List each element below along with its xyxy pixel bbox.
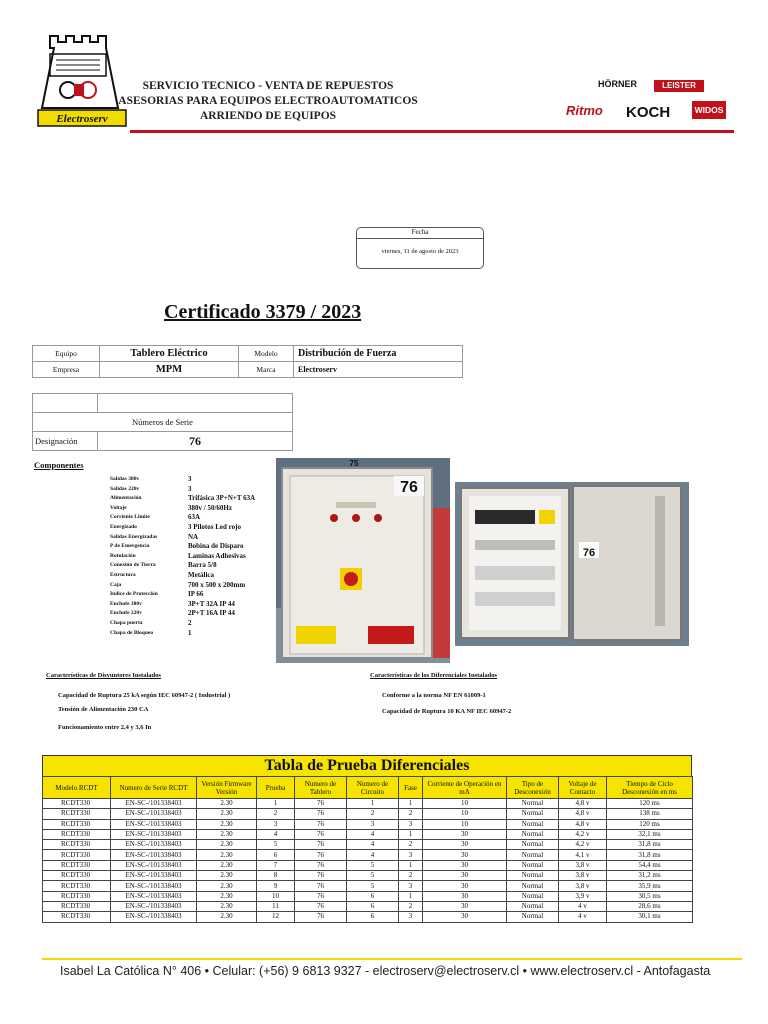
table-cell: 4,8 v <box>559 799 607 809</box>
table-cell: 76 <box>295 901 347 911</box>
component-label: Rotulación <box>110 552 136 559</box>
table-cell: 1 <box>399 891 423 901</box>
component-row <box>110 590 288 600</box>
table-cell: EN-SC-/101338403 <box>111 871 197 881</box>
component-value: Metálica <box>188 570 215 579</box>
component-label: Energizado <box>110 523 137 530</box>
table-cell: 35,9 ms <box>607 881 693 891</box>
disyuntores-line-1: Capacidad de Ruptura 25 kA según IEC 60947-2 ( Industrial ) <box>58 692 231 699</box>
table-cell: EN-SC-/101338403 <box>111 891 197 901</box>
brand-koch: KOCH <box>626 104 671 121</box>
table-cell: 4,1 v <box>559 850 607 860</box>
table-cell: 4 v <box>559 912 607 922</box>
table-cell: 76 <box>295 850 347 860</box>
table-cell: 3 <box>399 819 423 829</box>
designacion-label: Designación <box>33 432 98 451</box>
photo-label-76: 76 <box>400 479 418 496</box>
table-cell: Normal <box>507 799 559 809</box>
table-cell: 8 <box>257 871 295 881</box>
column-header: Tipo de Desconexión <box>507 777 559 799</box>
serial-header: Números de Serie <box>33 413 293 432</box>
component-label: Caja <box>110 581 122 588</box>
table-cell: 2.30 <box>197 901 257 911</box>
test-table-title: Tabla de Prueba Diferenciales <box>42 755 692 776</box>
brand-widos: WIDOS <box>692 101 726 119</box>
table-cell: 5 <box>257 840 295 850</box>
table-cell: RCDT330 <box>43 912 111 922</box>
component-row <box>110 571 288 581</box>
logo-text: Electroserv <box>56 113 108 125</box>
equipo-value: Tablero Eléctrico <box>100 346 239 362</box>
footer-contact: Isabel La Católica N° 406 • Celular: (+56) 9 6813 9327 - electroserv@electroserv.cl • www.electroserv.cl - Antofagasta <box>60 964 711 978</box>
modelo-value: Distribución de Fuerza <box>294 346 463 362</box>
table-cell: EN-SC-/101338403 <box>111 912 197 922</box>
table-row <box>43 901 693 911</box>
disyuntores-line-2: Tensión de Alimentación 230 CA <box>58 706 149 713</box>
table-row <box>43 881 693 891</box>
component-value: Bobina de Disparo <box>188 542 244 551</box>
table-cell: 4,8 v <box>559 819 607 829</box>
table-row <box>43 891 693 901</box>
header-line-3: ARRIENDO DE EQUIPOS <box>199 110 337 122</box>
table-cell: 5 <box>347 871 399 881</box>
table-cell: 10 <box>423 809 507 819</box>
table-row <box>43 819 693 829</box>
table-cell: 76 <box>295 840 347 850</box>
component-label: Alimentación <box>110 495 142 502</box>
table-cell: 76 <box>295 819 347 829</box>
date-box <box>356 227 484 269</box>
table-cell: 12 <box>257 912 295 922</box>
component-value: IP 66 <box>188 590 204 599</box>
table-cell: 2.30 <box>197 840 257 850</box>
table-cell: 76 <box>295 891 347 901</box>
column-header: Modelo RCDT <box>43 777 111 799</box>
table-cell: 32,1 ms <box>607 829 693 839</box>
component-row <box>110 523 288 533</box>
table-row <box>43 809 693 819</box>
table-cell: 6 <box>347 901 399 911</box>
table-cell: RCDT330 <box>43 819 111 829</box>
table-cell: EN-SC-/101338403 <box>111 850 197 860</box>
component-value: 3 <box>188 475 192 483</box>
component-value: Laminas Adhesivas <box>188 551 246 560</box>
diferenciales-line-2: Capacidad de Ruptura 10 KA NF IEC 60947-2 <box>382 708 512 715</box>
component-row <box>110 542 288 552</box>
component-label: Enchufe 220v <box>110 610 142 617</box>
table-cell: 3 <box>399 850 423 860</box>
table-cell: 10 <box>257 891 295 901</box>
test-table <box>42 776 693 923</box>
table-cell: 3,8 v <box>559 871 607 881</box>
component-value: 380v / 50/60Hz <box>188 503 232 512</box>
table-cell: 7 <box>257 860 295 870</box>
column-header: Voltaje de Contacto <box>559 777 607 799</box>
table-cell: 30,5 ms <box>607 891 693 901</box>
table-cell: RCDT330 <box>43 891 111 901</box>
table-cell: 5 <box>347 860 399 870</box>
panel-front-photo <box>276 458 450 663</box>
table-cell: 2.30 <box>197 860 257 870</box>
table-cell: 2 <box>347 809 399 819</box>
table-cell: 3 <box>399 881 423 891</box>
column-header: Fase <box>399 777 423 799</box>
table-cell: 30 <box>423 860 507 870</box>
component-value: 2 <box>188 618 192 627</box>
table-cell: EN-SC-/101338403 <box>111 860 197 870</box>
table-cell: 2.30 <box>197 891 257 901</box>
component-value: NA <box>188 532 199 541</box>
table-cell: Normal <box>507 809 559 819</box>
table-cell: 2.30 <box>197 871 257 881</box>
table-cell: 76 <box>295 912 347 922</box>
table-cell: Normal <box>507 819 559 829</box>
table-cell: EN-SC-/101338403 <box>111 809 197 819</box>
table-cell: 2 <box>399 871 423 881</box>
component-row <box>110 533 288 543</box>
table-cell: 30 <box>423 850 507 860</box>
table-cell: 2.30 <box>197 912 257 922</box>
brand-ritmo: Ritmo <box>566 103 603 118</box>
component-row <box>110 609 288 619</box>
table-cell: EN-SC-/101338403 <box>111 829 197 839</box>
column-header: Versión Firmware Versión <box>197 777 257 799</box>
table-cell: 31,2 ms <box>607 871 693 881</box>
table-cell: 31,8 ms <box>607 850 693 860</box>
footer-divider <box>42 958 742 960</box>
header-divider <box>130 130 734 133</box>
table-cell: 3,8 v <box>559 881 607 891</box>
component-value: Barra 5/8 <box>188 561 217 570</box>
table-cell: 76 <box>295 829 347 839</box>
table-row <box>43 850 693 860</box>
table-cell: 3,8 v <box>559 860 607 870</box>
component-value: Trifásica 3P+N+T 63A <box>188 494 256 503</box>
component-label: P de Emergencia <box>110 543 150 550</box>
component-value: 3P+T 32A IP 44 <box>188 599 235 608</box>
component-row <box>110 513 288 523</box>
table-cell: EN-SC-/101338403 <box>111 901 197 911</box>
table-row <box>43 840 693 850</box>
table-cell: Normal <box>507 829 559 839</box>
table-cell: EN-SC-/101338403 <box>111 881 197 891</box>
column-header: Tiempo de Ciclo Desconexión en ms <box>607 777 693 799</box>
table-cell: 1 <box>399 829 423 839</box>
table-cell: RCDT330 <box>43 809 111 819</box>
table-cell: 30 <box>423 881 507 891</box>
table-cell: Normal <box>507 850 559 860</box>
table-cell: 30 <box>423 871 507 881</box>
table-cell: 3 <box>257 819 295 829</box>
table-cell: 10 <box>423 819 507 829</box>
table-cell: 3 <box>347 819 399 829</box>
component-row <box>110 561 288 571</box>
component-label: Voltaje <box>110 504 127 511</box>
table-cell: 30,1 ms <box>607 912 693 922</box>
table-cell: 1 <box>399 860 423 870</box>
table-cell: RCDT330 <box>43 799 111 809</box>
component-value: 63A <box>188 513 201 522</box>
table-cell: 120 ms <box>607 799 693 809</box>
photo-label-75: 75 <box>349 459 359 468</box>
table-cell: 2 <box>399 809 423 819</box>
header-line-2: ASESORIAS PARA EQUIPOS ELECTROAUTOMATICOS <box>118 95 418 107</box>
component-value: 3 Pilotos Led rojo <box>188 522 241 531</box>
table-cell: 1 <box>399 799 423 809</box>
table-cell: 120 ms <box>607 819 693 829</box>
table-cell: 76 <box>295 881 347 891</box>
component-value: 2P+T 16A IP 44 <box>188 609 235 618</box>
table-row <box>43 799 693 809</box>
brand-horner: HÖRNER <box>598 79 638 89</box>
table-cell: 5 <box>347 881 399 891</box>
component-label: Enchufe 380v <box>110 600 142 607</box>
table-cell: 3,9 v <box>559 891 607 901</box>
table-cell: 4 <box>347 840 399 850</box>
test-table-section <box>42 755 692 923</box>
component-row <box>110 552 288 562</box>
table-cell: RCDT330 <box>43 850 111 860</box>
table-cell: 76 <box>295 860 347 870</box>
table-cell: 4 v <box>559 901 607 911</box>
table-cell: 30 <box>423 901 507 911</box>
component-row <box>110 504 288 514</box>
table-cell: EN-SC-/101338403 <box>111 799 197 809</box>
table-cell: Normal <box>507 901 559 911</box>
date-value: viernes, 11 de agosto de 2023 <box>381 248 459 255</box>
table-cell: RCDT330 <box>43 829 111 839</box>
table-cell: 28,6 ms <box>607 901 693 911</box>
table-cell: RCDT330 <box>43 881 111 891</box>
table-cell: 2 <box>399 901 423 911</box>
table-cell: 76 <box>295 799 347 809</box>
test-table-header <box>43 777 693 799</box>
table-cell: 9 <box>257 881 295 891</box>
component-row <box>110 619 288 629</box>
table-cell: Normal <box>507 891 559 901</box>
table-cell: RCDT330 <box>43 840 111 850</box>
table-cell: Normal <box>507 871 559 881</box>
table-cell: 30 <box>423 829 507 839</box>
table-cell: 6 <box>347 891 399 901</box>
component-row <box>110 485 288 495</box>
component-row <box>110 600 288 610</box>
marca-label: Marca <box>239 362 294 378</box>
table-cell: 76 <box>295 809 347 819</box>
table-cell: 1 <box>347 799 399 809</box>
component-label: Chapa de Bloqueo <box>110 629 154 636</box>
table-cell: 4,2 v <box>559 829 607 839</box>
table-cell: EN-SC-/101338403 <box>111 840 197 850</box>
table-cell: 138 ms <box>607 809 693 819</box>
components-list <box>110 475 288 638</box>
component-label: Salidas 380v <box>110 476 140 482</box>
table-cell: 6 <box>347 912 399 922</box>
empresa-value: MPM <box>100 362 239 378</box>
table-cell: 2 <box>257 809 295 819</box>
table-row <box>43 860 693 870</box>
component-label: Indice de Protección <box>110 591 158 598</box>
component-label: Estructura <box>110 571 136 578</box>
table-cell: 1 <box>257 799 295 809</box>
table-cell: Normal <box>507 860 559 870</box>
component-value: 3 <box>188 484 192 493</box>
table-cell: 10 <box>423 799 507 809</box>
diferenciales-line-1: Conforme a la norma NF EN 61009-1 <box>382 692 486 699</box>
table-cell: 30 <box>423 912 507 922</box>
component-row <box>110 581 288 591</box>
column-header: Numero de Circuito <box>347 777 399 799</box>
marca-value: Electroserv <box>294 362 463 378</box>
table-cell: Normal <box>507 840 559 850</box>
component-label: Corriente Limite <box>110 514 150 521</box>
table-cell: 54,4 ms <box>607 860 693 870</box>
column-header: Numero de Tablero <box>295 777 347 799</box>
components-title: Componentes <box>34 460 84 470</box>
serial-table <box>32 393 293 451</box>
table-cell: 2.30 <box>197 809 257 819</box>
photo2-label-76: 76 <box>582 547 596 559</box>
table-cell: 4,8 v <box>559 809 607 819</box>
table-cell: 30 <box>423 891 507 901</box>
table-cell: 2.30 <box>197 799 257 809</box>
table-cell: 4 <box>347 829 399 839</box>
disyuntores-line-3: Funcionamiento entre 2,4 y 3,6 In <box>58 724 152 731</box>
table-cell: 4 <box>347 850 399 860</box>
brand-leister: LEISTER <box>654 80 704 92</box>
table-row <box>43 871 693 881</box>
table-cell: 4,2 v <box>559 840 607 850</box>
date-label: Fecha <box>357 227 483 239</box>
equipo-label: Equipo <box>33 346 100 362</box>
designacion-value: 76 <box>98 432 293 451</box>
component-value: 1 <box>188 628 192 637</box>
table-cell: RCDT330 <box>43 860 111 870</box>
table-cell: 2 <box>399 840 423 850</box>
component-label: Salidas Energizadas <box>110 533 158 540</box>
column-header: Numero de Serie RCDT <box>111 777 197 799</box>
equipment-table <box>32 345 463 378</box>
component-row <box>110 494 288 504</box>
column-header: Corriente de Operación en mA <box>423 777 507 799</box>
component-row <box>110 475 288 485</box>
brand-logos <box>560 77 724 127</box>
table-cell: 6 <box>257 850 295 860</box>
disyuntores-title: Características de Disyuntores Instalados <box>46 672 161 679</box>
table-cell: EN-SC-/101338403 <box>111 819 197 829</box>
modelo-label: Modelo <box>239 346 294 362</box>
component-row <box>110 629 288 639</box>
panel-open-photo <box>455 482 689 646</box>
table-row <box>43 829 693 839</box>
table-cell: 2.30 <box>197 881 257 891</box>
table-cell: RCDT330 <box>43 901 111 911</box>
table-cell: 3 <box>399 912 423 922</box>
empresa-label: Empresa <box>33 362 100 378</box>
table-cell: 4 <box>257 829 295 839</box>
component-label: Salidas 220v <box>110 485 140 492</box>
diferenciales-title: Características de los Diferenciales Instalados <box>370 672 497 679</box>
table-cell: 2.30 <box>197 819 257 829</box>
table-cell: RCDT330 <box>43 871 111 881</box>
table-cell: Normal <box>507 912 559 922</box>
component-value: 700 x 500 x 200mm <box>188 580 246 589</box>
table-cell: 2.30 <box>197 829 257 839</box>
table-cell: Normal <box>507 881 559 891</box>
column-header: Prueba <box>257 777 295 799</box>
certificate-title: Certificado 3379 / 2023 <box>164 301 362 323</box>
component-label: Conexión de Tierra <box>110 562 156 569</box>
table-cell: 31,8 ms <box>607 840 693 850</box>
table-cell: 30 <box>423 840 507 850</box>
table-cell: 11 <box>257 901 295 911</box>
header-line-1: SERVICIO TECNICO - VENTA DE REPUESTOS <box>142 80 394 92</box>
table-cell: 76 <box>295 871 347 881</box>
component-label: Chapa puerta <box>110 619 143 626</box>
table-row <box>43 912 693 922</box>
table-cell: 2.30 <box>197 850 257 860</box>
